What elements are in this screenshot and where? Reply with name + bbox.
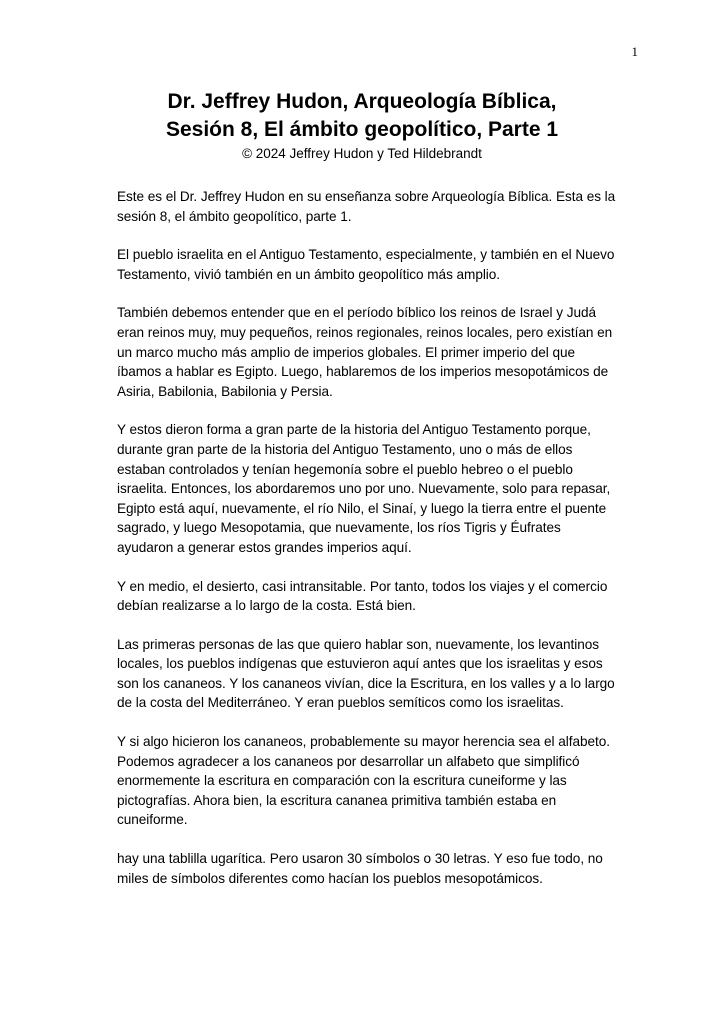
paragraph: Este es el Dr. Jeffrey Hudon en su enseñanza sobre Arqueología Bíblica. Esta es la sesión 8, el ámbito geopolítico, parte 1. <box>117 189 616 224</box>
paragraph: El pueblo israelita en el Antiguo Testamento, especialmente, y también en el Nuevo Testamento, vivió también en un ámbito geopolítico más amplio. <box>117 247 615 282</box>
copyright-notice: © 2024 Jeffrey Hudon y Ted Hildebrandt <box>242 146 482 161</box>
page-number: 1 <box>631 44 638 59</box>
paragraph: hay una tablilla ugarítica. Pero usaron 30 símbolos o 30 letras. Y eso fue todo, no miles de símbolos diferentes como hacían los pueblos mesopotámicos. <box>117 851 603 886</box>
paragraph: Y en medio, el desierto, casi intransitable. Por tanto, todos los viajes y el comercio debían realizarse a lo largo de la costa. Está bien. <box>117 578 608 614</box>
document-body <box>117 187 617 907</box>
paragraph: También debemos entender que en el período bíblico los reinos de Israel y Judá eran reinos muy, muy pequeños, reinos regionales, reinos locales, pero existían en un marco mucho más amplio de imperios globales. El primer imperio del que íbamos a hablar es Egipto. Luego, hablaremos de los imperios mesopotámicos de Asiria, Babilonia, Babilonia y Persia. <box>117 305 613 399</box>
document-title-line-1: Dr. Jeffrey Hudon, Arqueología Bíblica, <box>167 90 557 113</box>
paragraph: Y si algo hicieron los cananeos, probablemente su mayor herencia sea el alfabeto. Podemos agradecer a los cananeos por desarrollar un alfabeto que simplificó enormemente la escritura en comparación con la escritura cuneiforme y las pictografías. Ahora bien, la escritura cananea primitiva también estaba en cuneiforme. <box>117 734 610 828</box>
paragraph: Las primeras personas de las que quiero hablar son, nuevamente, los levantinos locales, los pueblos indígenas que estuvieron aquí antes que los israelitas y esos son los cananeos. Y los cananeos vivían, dice la Escritura, en los valles y a lo largo de la costa del Mediterráneo. Y eran pueblos semíticos como los israelitas. <box>117 636 615 711</box>
title-block <box>0 88 724 163</box>
paragraph: Y estos dieron forma a gran parte de la historia del Antiguo Testamento porque, durante gran parte de la historia del Antiguo Testamento, uno o más de ellos estaban controlados y tenían hegemonía sobre el pueblo hebreo o el pueblo israelita. Entonces, los abordaremos uno por uno. Nuevamente, solo para repasar, Egipto está aquí, nuevamente, el río Nilo, el Sinaí, y luego la tierra entre el puente sagrado, y luego Mesopotamia, que nuevamente, los ríos Tigris y Éufrates ayudaron a generar estos grandes imperios aquí. <box>117 422 611 555</box>
document-title-line-2: Sesión 8, El ámbito geopolítico, Parte 1 <box>165 118 559 141</box>
